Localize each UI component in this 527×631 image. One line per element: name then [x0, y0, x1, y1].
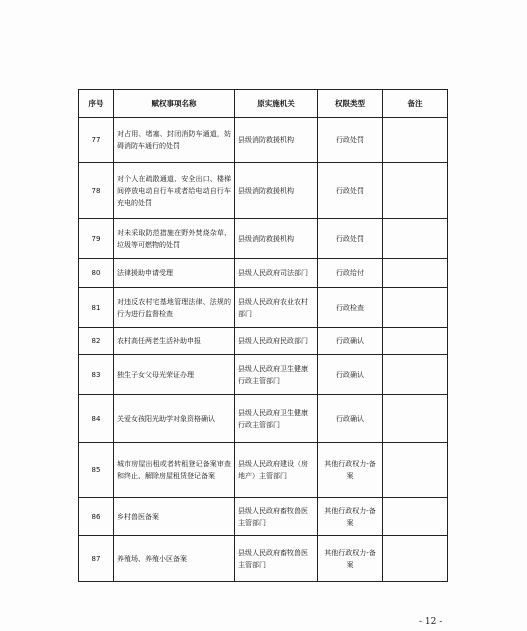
cell-authority-type: 其他行政权力-备案 [318, 498, 383, 536]
cell-remarks [383, 443, 448, 498]
cell-serial-number: 85 [79, 443, 114, 498]
cell-item-name: 农村高任两老生活补助申报 [114, 328, 235, 355]
table-row [79, 163, 448, 219]
cell-item-name: 乡村兽医备案 [114, 498, 235, 536]
table-row [79, 219, 448, 259]
cell-item-name: 对占用、堵塞、封闭消防车通道，妨碍消防车通行的处罚 [114, 118, 235, 163]
table-row [79, 443, 448, 498]
cell-serial-number: 81 [79, 288, 114, 328]
table-body [79, 118, 448, 582]
header-remarks: 备注 [383, 90, 448, 118]
table-row [79, 118, 448, 163]
header-item-name: 赋权事项名称 [114, 90, 235, 118]
table-row [79, 536, 448, 582]
cell-original-agency: 县级消防救援机构 [235, 118, 318, 163]
cell-remarks [383, 118, 448, 163]
cell-remarks [383, 328, 448, 355]
cell-original-agency: 县级人民政府畜牧兽医主管部门 [235, 498, 318, 536]
cell-original-agency: 县级人民政府民政部门 [235, 328, 318, 355]
cell-remarks [383, 288, 448, 328]
cell-authority-type: 其他行政权力-备案 [318, 536, 383, 582]
cell-authority-type: 行政处罚 [318, 118, 383, 163]
empowerment-table [78, 89, 448, 582]
cell-remarks [383, 355, 448, 395]
cell-item-name: 关爱女孩阳光助学对象资格确认 [114, 395, 235, 443]
cell-serial-number: 77 [79, 118, 114, 163]
table-row [79, 259, 448, 288]
cell-item-name: 对未采取防范措施在野外焚烧杂草、垃圾等可燃物的处罚 [114, 219, 235, 259]
cell-remarks [383, 498, 448, 536]
page-number: - 12 - [419, 617, 443, 627]
table-row [79, 395, 448, 443]
cell-serial-number: 86 [79, 498, 114, 536]
cell-authority-type: 行政处罚 [318, 219, 383, 259]
table-row [79, 498, 448, 536]
cell-original-agency: 县级人民政府农业农村部门 [235, 288, 318, 328]
cell-remarks [383, 219, 448, 259]
cell-authority-type: 行政确认 [318, 328, 383, 355]
cell-serial-number: 78 [79, 163, 114, 219]
cell-original-agency: 县级人民政府建设（房地产）主管部门 [235, 443, 318, 498]
cell-item-name: 对违反农村宅基地管理法律、法规的行为进行监督检查 [114, 288, 235, 328]
cell-authority-type: 行政检查 [318, 288, 383, 328]
cell-original-agency: 县级消防救援机构 [235, 163, 318, 219]
cell-remarks [383, 536, 448, 582]
cell-authority-type: 行政确认 [318, 355, 383, 395]
cell-original-agency: 县级人民政府畜牧兽医主管部门 [235, 536, 318, 582]
cell-original-agency: 县级人民政府卫生健康行政主管部门 [235, 395, 318, 443]
table-row [79, 355, 448, 395]
cell-serial-number: 84 [79, 395, 114, 443]
cell-authority-type: 行政处罚 [318, 163, 383, 219]
cell-original-agency: 县级消防救援机构 [235, 219, 318, 259]
cell-remarks [383, 395, 448, 443]
cell-serial-number: 87 [79, 536, 114, 582]
table-header-row [79, 90, 448, 118]
table-row [79, 328, 448, 355]
header-original-agency: 原实施机关 [235, 90, 318, 118]
cell-remarks [383, 259, 448, 288]
cell-serial-number: 82 [79, 328, 114, 355]
cell-authority-type: 行政给付 [318, 259, 383, 288]
header-serial-number: 序号 [79, 90, 114, 118]
cell-serial-number: 80 [79, 259, 114, 288]
cell-authority-type: 行政确认 [318, 395, 383, 443]
cell-item-name: 城市房屋出租或者转租登记备案审查和终止、解除房屋租赁登记备案 [114, 443, 235, 498]
cell-item-name: 独生子女父母光荣证办理 [114, 355, 235, 395]
cell-remarks [383, 163, 448, 219]
cell-item-name: 对个人在疏散通道、安全出口、楼梯间停放电动自行车或者给电动自行车充电的处罚 [114, 163, 235, 219]
cell-original-agency: 县级人民政府司法部门 [235, 259, 318, 288]
cell-original-agency: 县级人民政府卫生健康行政主管部门 [235, 355, 318, 395]
header-authority-type: 权限类型 [318, 90, 383, 118]
cell-serial-number: 83 [79, 355, 114, 395]
table-row [79, 288, 448, 328]
cell-serial-number: 79 [79, 219, 114, 259]
cell-item-name: 养殖场、养殖小区备案 [114, 536, 235, 582]
cell-authority-type: 其他行政权力-备案 [318, 443, 383, 498]
cell-item-name: 法律援助申请受理 [114, 259, 235, 288]
